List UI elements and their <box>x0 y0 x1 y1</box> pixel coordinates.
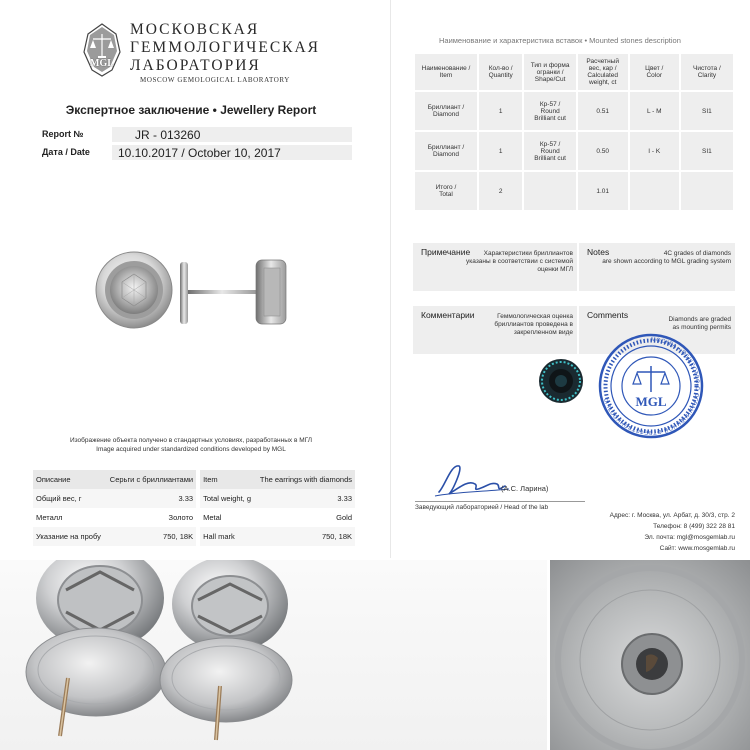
phone-line: Телефон: 8 (499) 322 28 81 <box>653 523 735 530</box>
mgl-logo <box>82 22 122 78</box>
stone-total-weight: 1.01 <box>578 172 628 210</box>
specs-row-hallmark <box>33 527 355 546</box>
specs-table <box>33 470 355 546</box>
hologram-sticker <box>538 358 584 404</box>
specs-label-ru: Металл <box>33 508 105 527</box>
stone-item: Бриллиант / Diamond <box>415 132 477 170</box>
stones-title: Наименование и характеристика вставок • Mounted stones description <box>439 36 681 45</box>
stone-total-clarity <box>681 172 733 210</box>
comments-label-en: Comments <box>587 310 629 320</box>
address-line: Адрес: г. Москва, ул. Арбат, д. 30/3, стр. 2 <box>609 512 735 519</box>
stones-total-row <box>415 172 733 210</box>
specs-label-ru: Общий вес, г <box>33 489 105 508</box>
specs-value-en: 3.33 <box>255 489 355 508</box>
org-name-ru-1: МОСКОВСКАЯ <box>130 21 260 38</box>
stones-header-shape: Тип и форма огранки / Shape/Cut <box>524 54 575 90</box>
stones-table <box>413 52 735 212</box>
lab-seal-stamp <box>597 332 705 440</box>
specs-label-ru: Указание на пробу <box>33 527 105 546</box>
stone-clarity: SI1 <box>681 92 733 130</box>
specs-value-en: 750, 18K <box>255 527 355 546</box>
specs-value-ru: 750, 18K <box>105 527 196 546</box>
specs-row-description <box>33 470 355 489</box>
stone-total-shape <box>524 172 575 210</box>
stone-quantity: 1 <box>479 132 523 170</box>
specs-value-ru: 3.33 <box>105 489 196 508</box>
notes-text-en: 4C grades of diamonds are shown according to MGL grading system <box>602 250 731 265</box>
org-name-ru-2: ГЕММОЛОГИЧЕСКАЯ <box>130 39 321 56</box>
stones-header-color: Цвет / Color <box>630 54 679 90</box>
notes-label-en: Notes <box>587 247 610 257</box>
signatory-role: Заведующий лабораторией / Head of the lab <box>415 504 549 511</box>
comments-label-ru: Комментарии <box>421 310 475 320</box>
stone-total-label: Итого / Total <box>415 172 477 210</box>
stones-row <box>415 92 733 130</box>
stones-header-item: Наименование / Item <box>415 54 477 90</box>
stones-header-quantity: Кол-во / Quantity <box>479 54 523 90</box>
stones-header-row <box>415 54 733 90</box>
stone-color: I - K <box>630 132 679 170</box>
signatory-name: (А.С. Ларина) <box>501 484 549 493</box>
stone-weight: 0.51 <box>578 92 628 130</box>
earrings-photo <box>0 560 547 750</box>
stone-shape: Кр-57 / Round Brilliant cut <box>524 92 575 130</box>
specs-row-metal <box>33 508 355 527</box>
report-number-value: JR - 013260 <box>135 128 201 142</box>
lab-address <box>551 510 735 554</box>
specs-label-ru: Описание <box>33 470 105 489</box>
specs-value-en: The earrings with diamonds <box>255 470 355 489</box>
stamp-center-text: MGL <box>635 394 667 409</box>
specs-label-en: Item <box>200 470 255 489</box>
stone-shape: Кр-57 / Round Brilliant cut <box>524 132 575 170</box>
stamp-ring-text: МОСКВА • ОБЩЕСТВО С ОГРАНИЧЕННОЙ ОТВЕТСТВЕННОСТЬЮ <box>603 336 701 436</box>
stones-header-clarity: Чистота / Clarity <box>681 54 733 90</box>
stone-item: Бриллиант / Diamond <box>415 92 477 130</box>
stone-clarity: SI1 <box>681 132 733 170</box>
report-page-left <box>0 0 382 558</box>
stones-header-weight: Расчетный вес, кар / Calculated weight, ct <box>578 54 628 90</box>
stone-color: L - M <box>630 92 679 130</box>
specs-value-ru: Серьги с бриллиантами <box>105 470 196 489</box>
signature <box>431 456 511 502</box>
report-page-right <box>390 0 750 558</box>
specs-label-en: Total weight, g <box>200 489 255 508</box>
date-value: 10.10.2017 / October 10, 2017 <box>118 146 281 160</box>
report-number-label: Report № <box>42 129 84 139</box>
specs-row-weight <box>33 489 355 508</box>
stone-quantity: 1 <box>479 92 523 130</box>
hallmark-closeup-photo <box>550 560 750 750</box>
specs-value-ru: Золото <box>105 508 196 527</box>
email-line: Эл. почта: mgl@mosgemlab.ru <box>644 534 735 541</box>
specs-label-en: Metal <box>200 508 255 527</box>
signature-line <box>415 501 585 502</box>
logo-text: MGL <box>90 58 114 69</box>
image-caption-ru: Изображение объекта получено в стандартных условиях, разработанных в МГЛ <box>69 437 313 444</box>
report-title: Экспертное заключение • Jewellery Report <box>65 103 317 117</box>
org-name-en: MOSCOW GEMOLOGICAL LABORATORY <box>140 76 290 84</box>
comments-text-ru: Геммологическая оценка бриллиантов проведена в закрепленном виде <box>494 313 573 336</box>
notes-label-ru: Примечание <box>421 247 471 257</box>
image-caption-en: Image acquired under standardized conditions developed by MGL <box>96 446 286 453</box>
comments-text-en: Diamonds are graded as mounting permits <box>668 316 731 331</box>
stone-total-color <box>630 172 679 210</box>
org-name-ru-3: ЛАБОРАТОРИЯ <box>130 57 261 74</box>
specs-label-en: Hall mark <box>200 527 255 546</box>
specs-value-en: Gold <box>255 508 355 527</box>
website-line: Сайт: www.mosgemlab.ru <box>659 545 735 552</box>
stones-row <box>415 132 733 170</box>
date-label: Дата / Date <box>42 147 90 157</box>
stone-total-quantity: 2 <box>479 172 523 210</box>
stone-weight: 0.50 <box>578 132 628 170</box>
notes-text-ru: Характеристики бриллиантов указаны в соответствии с системой оценки МГЛ <box>466 250 573 273</box>
earring-product-image <box>92 248 292 348</box>
